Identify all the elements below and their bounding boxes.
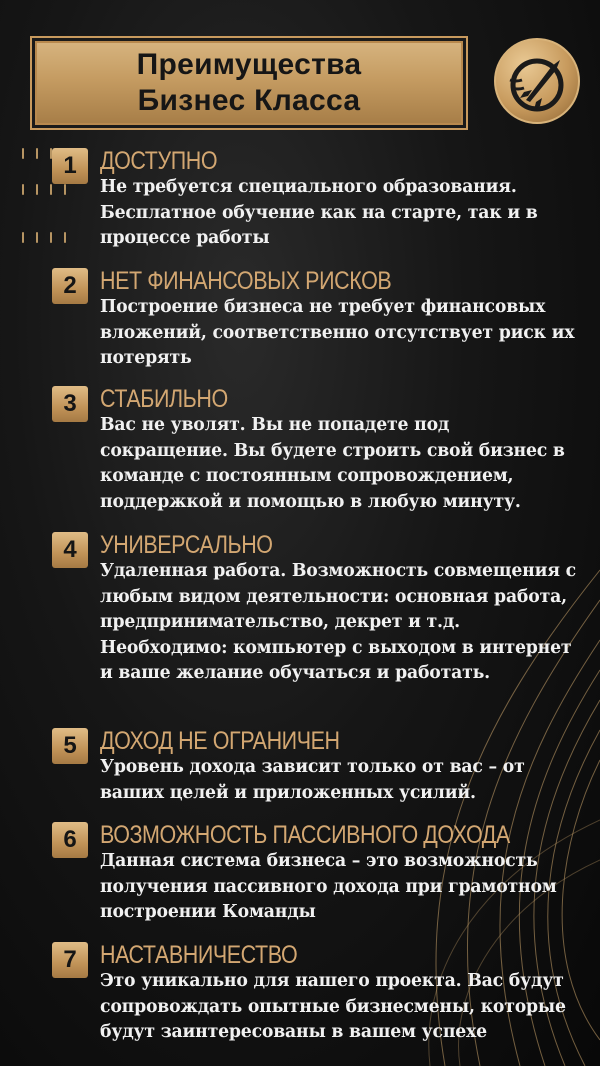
item-text: Удаленная работа. Возможность совмещения с любым видом деятельности: основная работа, предпринимательство, декрет и т.д. Необходимо: компьютер с выходом в интернет и ваше желание обучаться и работать. <box>100 561 576 683</box>
item-text: Это уникально для нашего проекта. Вас будут сопровождать опытные бизнесмены, которые будут заинтересованы в вашем успехе <box>100 971 566 1042</box>
decorative-dots <box>22 232 84 244</box>
item-number-badge: 3 <box>52 386 88 422</box>
item-heading: ДОСТУПНО <box>100 147 218 175</box>
item-text: Данная система бизнеса – это возможность получения пассивного дохода при грамотном построении Команды <box>100 851 557 922</box>
item-number-badge: 1 <box>52 148 88 184</box>
item-text: Уровень дохода зависит только от вас – от ваших целей и приложенных усилий. <box>100 757 525 803</box>
item-text: Построение бизнеса не требует финансовых вложений, соответственно отсутствует риск их потерять <box>100 297 575 368</box>
item-text: Вас не уволят. Вы не попадете под сокращение. Вы будете строить свой бизнес в команде с постоянным сопровождением, поддержкой и помощью в любую минуту. <box>100 415 565 512</box>
item-heading: НАСТАВНИЧЕСТВО <box>100 941 298 969</box>
item-text: Не требуется специального образования. Бесплатное обучение как на старте, так и в процессе работы <box>100 177 538 248</box>
item-heading: СТАБИЛЬНО <box>100 385 228 413</box>
title-line-2: Бизнес Класса <box>137 84 361 117</box>
title-banner <box>30 36 468 130</box>
item-heading: УНИВЕРСАЛЬНО <box>100 531 273 559</box>
item-heading: ВОЗМОЖНОСТЬ ПАССИВНОГО ДОХОДА <box>100 821 510 849</box>
item-number-badge: 2 <box>52 268 88 304</box>
decorative-dots <box>22 184 84 196</box>
item-number-badge: 5 <box>52 728 88 764</box>
item-number-badge: 7 <box>52 942 88 978</box>
item-number-badge: 6 <box>52 822 88 858</box>
title-line-1: Преимущества <box>136 48 362 81</box>
item-number-badge: 4 <box>52 532 88 568</box>
item-heading: НЕТ ФИНАНСОВЫХ РИСКОВ <box>100 267 392 295</box>
item-heading: ДОХОД НЕ ОГРАНИЧЕН <box>100 727 340 755</box>
rocket-logo-icon <box>494 38 580 124</box>
